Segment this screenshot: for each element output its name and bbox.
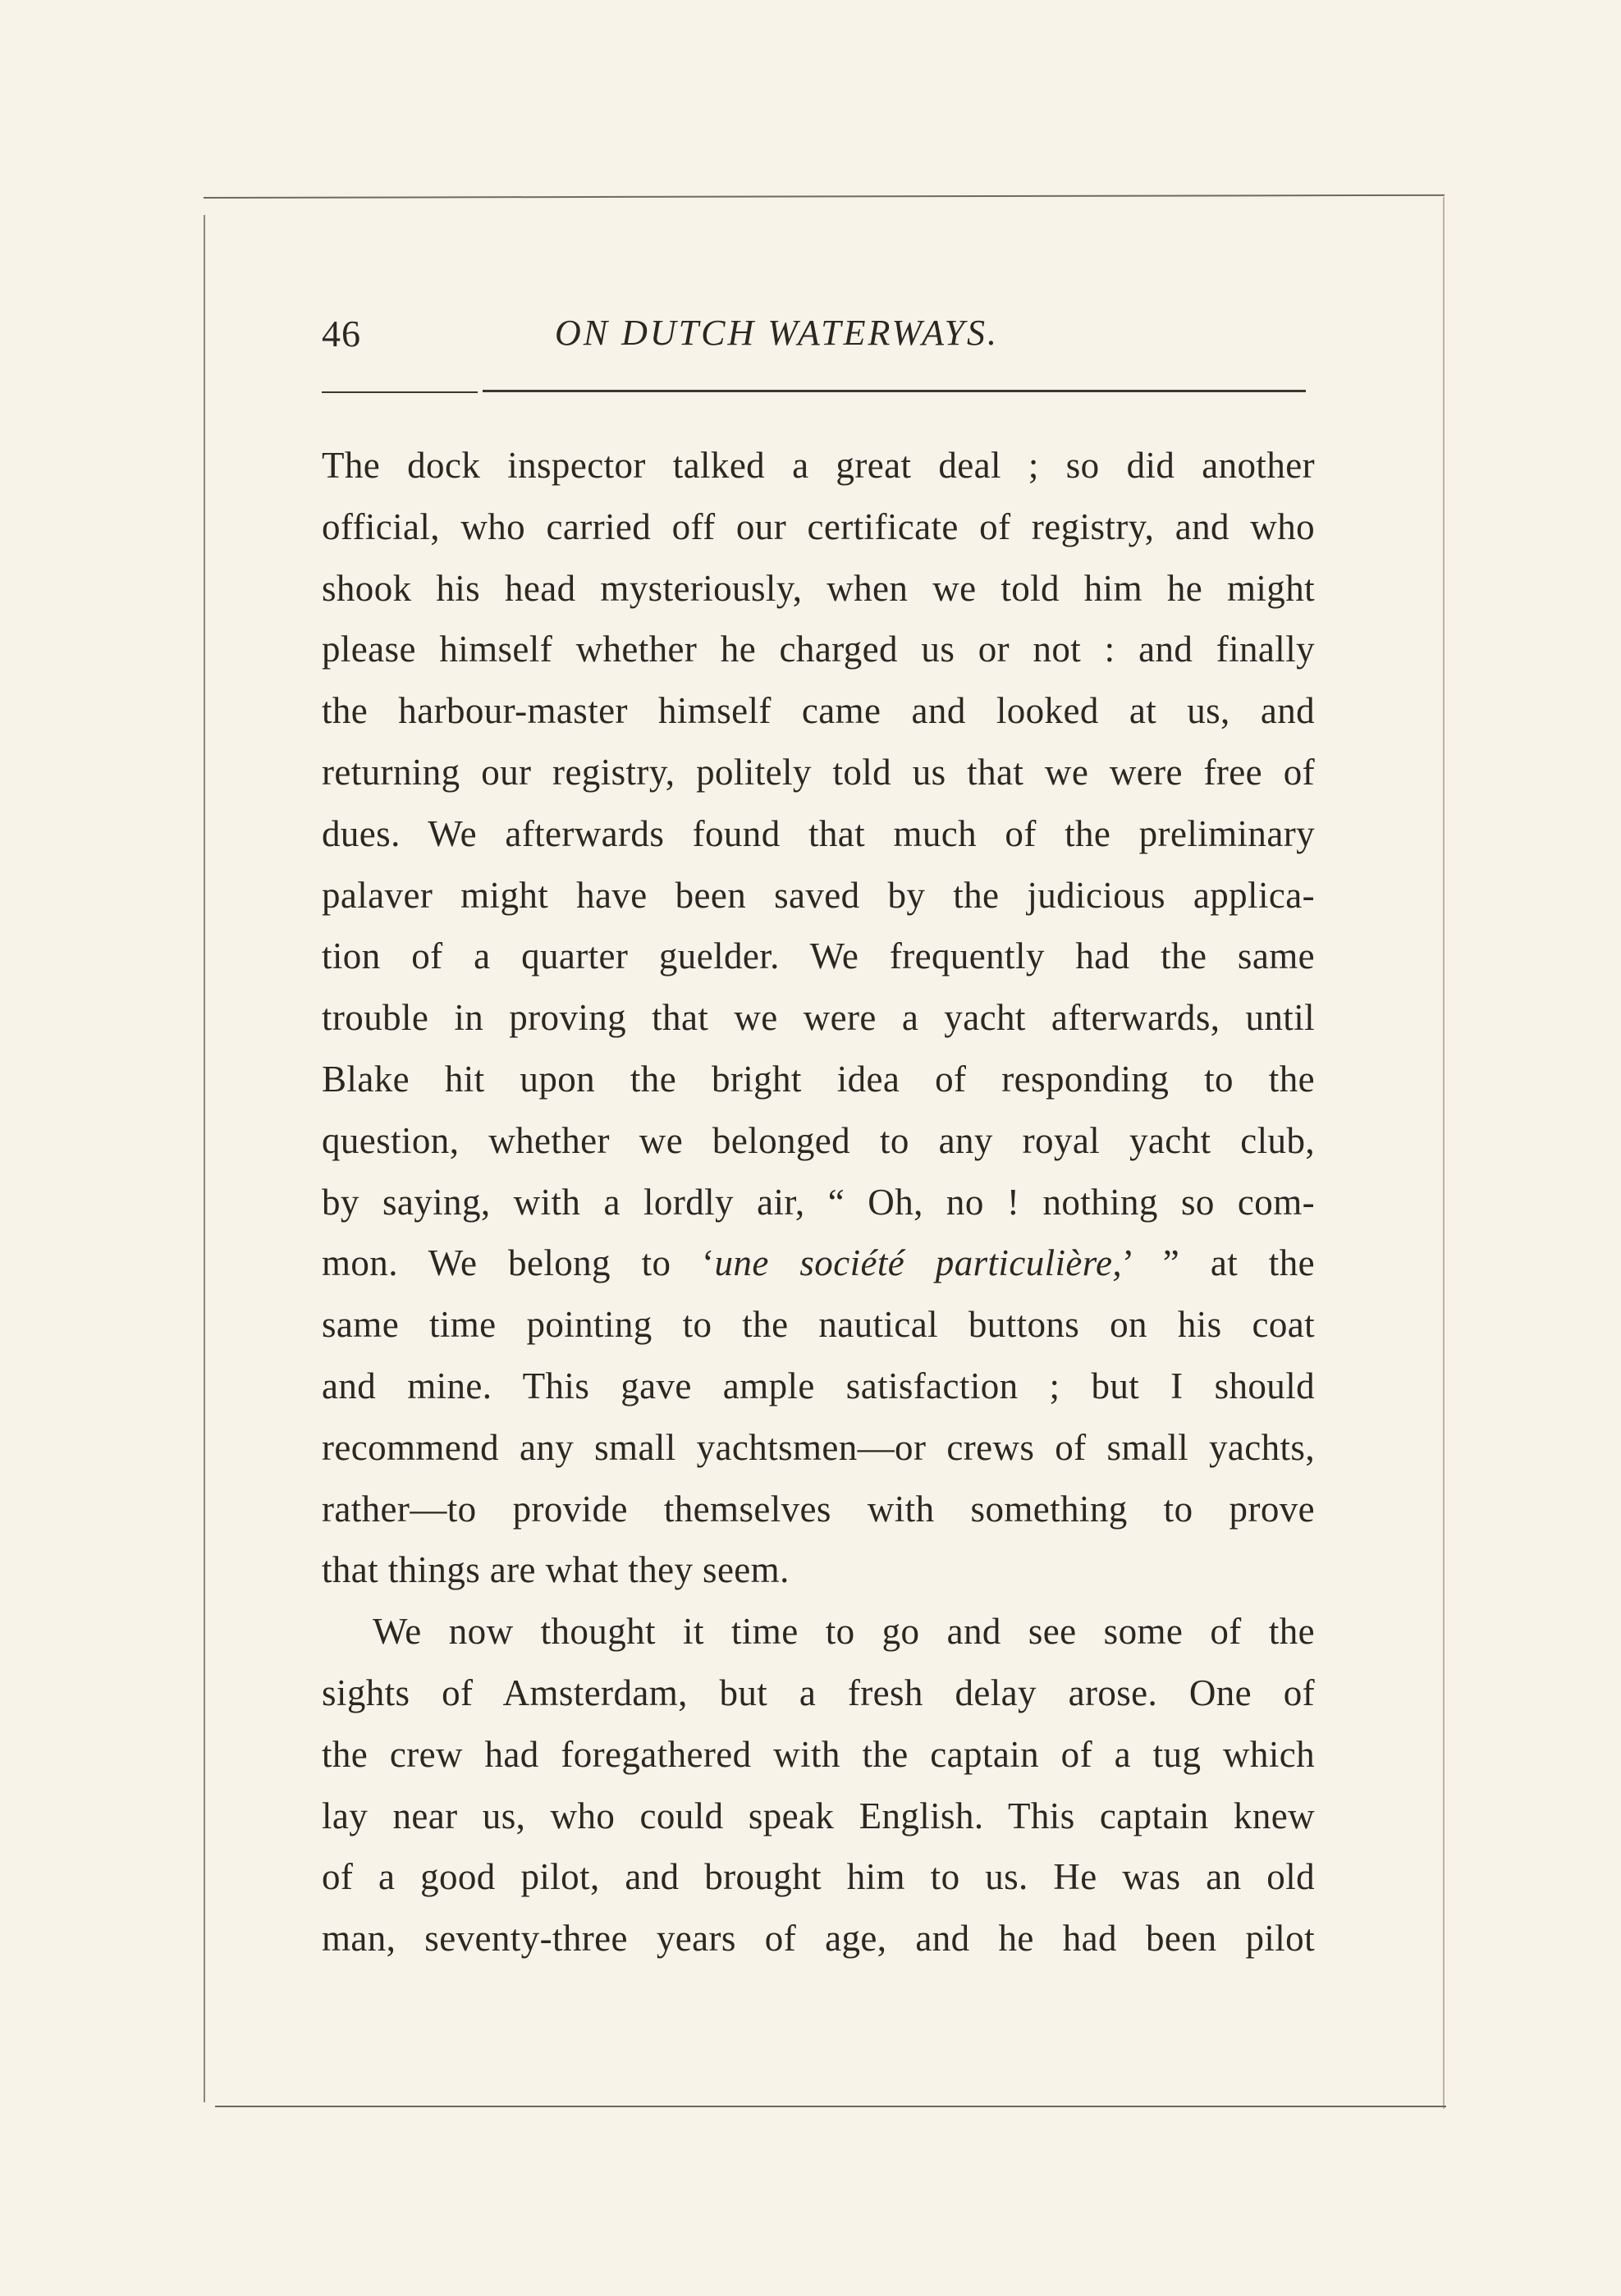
text-line: trouble in proving that we were a yacht afterwards, until bbox=[322, 997, 1315, 1039]
text-run: mon. We belong to ‘ bbox=[322, 1242, 715, 1284]
body-text bbox=[322, 435, 1315, 1969]
text-line: question, whether we belonged to any royal yacht club, bbox=[322, 1119, 1315, 1161]
plate-border-top bbox=[204, 194, 1445, 199]
text-line: same time pointing to the nautical buttons on his coat bbox=[322, 1304, 1315, 1346]
text-line: Blake hit upon the bright idea of responding to the bbox=[322, 1058, 1315, 1100]
header-rule-short bbox=[322, 391, 478, 393]
text-line: tion of a quarter guelder. We frequently had the same bbox=[322, 935, 1315, 977]
running-title: ON DUTCH WATERWAYS. bbox=[555, 313, 1000, 353]
text-line: lay near us, who could speak English. This captain knew bbox=[322, 1795, 1315, 1836]
text-line: man, seventy-three years of age, and he had been pilot bbox=[322, 1918, 1315, 1960]
plate-border-bottom bbox=[215, 2106, 1446, 2107]
text-line: We now thought it time to go and see some of the bbox=[373, 1611, 1315, 1653]
italic-phrase: une société particulière, bbox=[714, 1242, 1123, 1284]
page-number: 46 bbox=[322, 313, 361, 354]
text-line: rather—to provide themselves with something to prove bbox=[322, 1488, 1315, 1530]
header-rule-long bbox=[483, 390, 1306, 392]
text-line: palaver might have been saved by the judicious applica- bbox=[322, 874, 1315, 916]
plate-border-right bbox=[1443, 197, 1445, 2109]
text-line: and mine. This gave ample satisfaction ; but I should bbox=[322, 1365, 1315, 1406]
text-line: that things are what they seem. bbox=[322, 1549, 790, 1591]
text-line: official, who carried off our certificate of registry, and who bbox=[322, 505, 1315, 547]
text-line: recommend any small yachtsmen—or crews of small yachts, bbox=[322, 1426, 1315, 1468]
text-line: shook his head mysteriously, when we told him he might bbox=[322, 567, 1315, 609]
text-line: the crew had foregathered with the captain of a tug which bbox=[322, 1733, 1315, 1775]
text-run: ’ ” at the bbox=[1122, 1242, 1315, 1284]
text-line: of a good pilot, and brought him to us. He was an old bbox=[322, 1856, 1315, 1898]
text-line: by saying, with a lordly air, “ Oh, no ! nothing so com- bbox=[322, 1181, 1315, 1223]
text-line: sights of Amsterdam, but a fresh delay arose. One of bbox=[322, 1672, 1315, 1713]
text-line-with-italic bbox=[322, 1233, 1315, 1294]
text-line: The dock inspector talked a great deal ; so did another bbox=[322, 445, 1315, 486]
plate-border-left bbox=[204, 215, 205, 2102]
text-line: dues. We afterwards found that much of the preliminary bbox=[322, 812, 1315, 854]
text-line: the harbour-master himself came and looked at us, and bbox=[322, 690, 1315, 732]
text-line: please himself whether he charged us or not : and finally bbox=[322, 629, 1315, 670]
page-header bbox=[322, 312, 1307, 369]
text-line: returning our registry, politely told us that we were free of bbox=[322, 751, 1315, 793]
